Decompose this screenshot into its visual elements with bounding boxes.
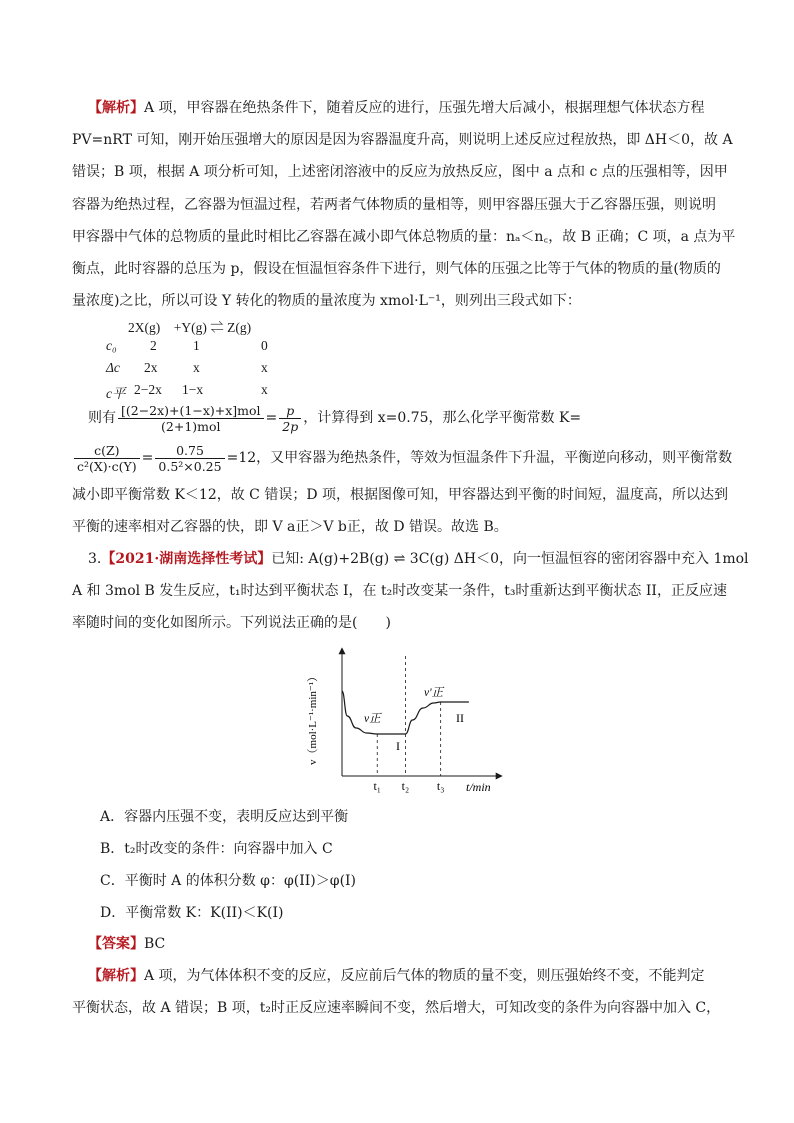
x-tick-t2: t₂ — [401, 779, 410, 793]
question-source: 【2021·湖南选择性考试】 — [101, 551, 272, 567]
fraction: $\frac{p}{2p}$ — [279, 403, 301, 434]
option-b: B．t₂时改变的条件：向容器中加入 C — [100, 841, 333, 857]
analysis1-line-7: 量浓度)之比，所以可设 Y 转化的物质的量浓度为 xmol·L⁻¹，则列出三段式如下： — [72, 293, 581, 309]
analysis1-line-2: PV=nRT 可知，刚开始压强增大的原因是因为容器温度升高，则说明上述反应过程放热，即 ΔH＜0，故 A — [72, 132, 733, 148]
row-label: Δc — [106, 360, 120, 375]
region-label-2: II — [456, 711, 464, 725]
option-c: C．平衡时 A 的体积分数 φ：φ(II)＞φ(I) — [100, 873, 357, 889]
calc-line-4: 平衡的速率相对乙容器的快，即 V a正＞V b正，故 D 错误。故选 B。 — [72, 519, 508, 535]
row-label: c平 — [106, 386, 126, 401]
question-line-1: 3.【2021·湖南选择性考试】已知: A(g)+2B(g) ⇌ 3C(g) ΔH＜0，向一恒温恒容的密闭容器中充入 1mol — [88, 551, 749, 567]
fraction: $\frac{c(Z)}{\text{c²(X)·c(Y)}}$ — [74, 443, 140, 474]
analysis2-line-2: 平衡状态，故 A 错误；B 项，t₂时正反应速率瞬间不变，然后增大，可知改变的条件为向容器中加入 C， — [72, 1000, 721, 1016]
question-line-2: A 和 3mol B 发生反应，t₁时达到平衡状态 I，在 t₂时改变某一条件，t₃时重新达到平衡状态 II，正反应速 — [72, 583, 727, 599]
analysis1-line-5: 甲容器中气体的总物质的量此时相比乙容器在减小即气体总物质的量：nₐ＜n꜀，故 B 正确；C 项，a 点为平 — [72, 229, 736, 245]
fraction: $\frac{\text{[(2−2x)+(1−x)+x]mol}}{\text{(2+1)mol}}$ — [118, 403, 264, 434]
x-tick-t3: t₃ — [436, 779, 445, 793]
question-line-3: 率随时间的变化如图所示。下列说法正确的是( ) — [72, 615, 391, 631]
option-a: A．容器内压强不变，表明反应达到平衡 — [100, 809, 349, 825]
curve-label-v-forward: v正 — [364, 713, 381, 725]
analysis1-line-1: 【解析】A 项，甲容器在绝热条件下，随着反应的进行，压强先增大后减小，根据理想气体状态方程 — [88, 100, 705, 116]
calc-line-2: $\frac{c(Z)}{\text{c²(X)·c(Y)}}$ = $\frac{0.75}{\text{0.5²×0.25}}$ =12，又甲容器为绝热条件，等效为恒温条件下升温，平衡逆向移动，则平衡常数 — [72, 441, 732, 475]
fraction: $\frac{0.75}{\text{0.5²×0.25}}$ — [155, 443, 224, 474]
calc-line-1: 则有 $\frac{\text{[(2−2x)+(1−x)+x]mol}}{\text{(2+1)mol}}$ = $\frac{p}{2p}$ ，计算得到 x=0.75，那么化学平衡常数 K= — [88, 402, 582, 434]
y-axis-label: v（mol·L⁻¹·min⁻¹） — [307, 671, 319, 765]
x-tick-t1: t₁ — [373, 779, 382, 793]
x-axis-label: t/min — [466, 780, 491, 794]
analysis1-line-4: 容器为绝热过程，乙容器为恒温过程，若两者气体物质的量相等，则甲容器压强大于乙容器压强，则说明 — [72, 197, 716, 213]
calc-line-3: 减小即平衡常数 K＜12，故 C 错误；D 项，根据图像可知，甲容器达到平衡的时间短，温度高，所以达到 — [72, 487, 729, 503]
analysis1-line-3: 错误；B 项，根据 A 项分析可知，上述密闭溶液中的反应为放热反应，图中 a 点和 c 点的压强相等，因甲 — [72, 164, 728, 180]
analysis-tag: 【解析】 — [88, 968, 144, 984]
analysis-tag: 【解析】 — [88, 100, 144, 116]
question-number: 3. — [88, 551, 102, 567]
answer-tag: 【答案】 — [88, 936, 144, 952]
analysis1-line-6: 衡点，此时容器的总压为 p，假设在恒温恒容条件下进行，则气体的压强之比等于气体的物质的量(物质的 — [72, 261, 721, 277]
rate-time-chart — [300, 638, 510, 798]
table-header: 2X(g) +Y(g) ⇌ Z(g) — [128, 320, 252, 335]
analysis2-line-1: 【解析】A 项，为气体体积不变的反应，反应前后气体的物质的量不变，则压强始终不变，不能判定 — [88, 968, 705, 984]
row-label: c₀ — [106, 338, 117, 353]
curve-label-v-prime-forward: v'正 — [424, 687, 444, 699]
region-label-1: I — [396, 739, 400, 753]
answer-line — [88, 934, 165, 954]
option-d: D．平衡常数 K：K(II)＜K(I) — [100, 905, 284, 921]
answer-value: BC — [144, 936, 166, 952]
